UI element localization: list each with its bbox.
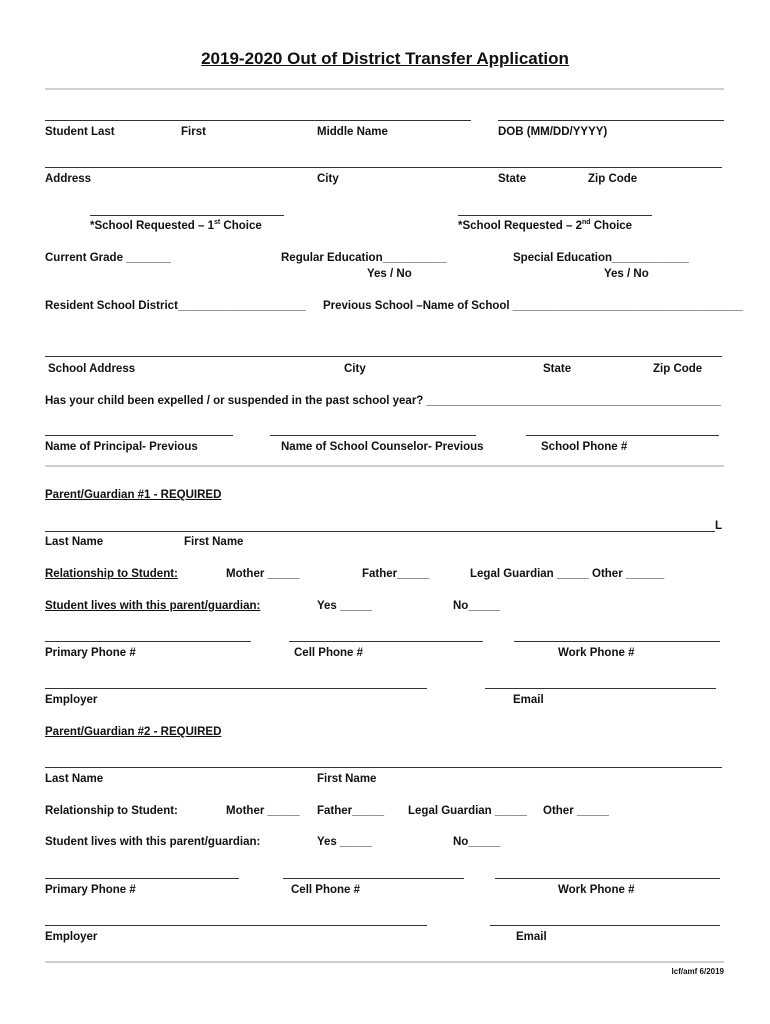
guardian2-name-field[interactable] (45, 767, 722, 768)
guardian1-other-option[interactable]: Other ______ (592, 568, 665, 580)
school-choice-1-label: *School Requested – 1st Choice (90, 219, 262, 232)
guardian2-primary-phone-field[interactable] (45, 878, 239, 879)
guardian1-email-label: Email (513, 694, 544, 706)
guardian2-mother-option[interactable]: Mother _____ (226, 805, 300, 817)
divider (45, 465, 724, 467)
student-last-label: Student Last (45, 126, 115, 138)
guardian1-email-field[interactable] (485, 688, 716, 689)
divider (45, 961, 724, 963)
student-middle-label: Middle Name (317, 126, 388, 138)
counselor-label: Name of School Counselor- Previous (281, 441, 484, 453)
guardian1-mother-option[interactable]: Mother _____ (226, 568, 300, 580)
address-label: Address (45, 173, 92, 185)
guardian2-email-label: Email (516, 931, 547, 943)
school-state-label: State (543, 363, 572, 375)
school-address-field[interactable] (45, 356, 722, 357)
guardian1-primary-phone-field[interactable] (45, 641, 251, 642)
address-field[interactable] (45, 167, 722, 168)
dob-label: DOB (MM/DD/YYYY) (498, 126, 608, 138)
student-first-label: First (181, 126, 206, 138)
dob-field[interactable] (498, 120, 724, 121)
special-education-yes-no: Yes / No (604, 268, 649, 280)
regular-education-yes-no: Yes / No (367, 268, 412, 280)
school-choice-2-field[interactable] (458, 215, 652, 216)
zip-label: Zip Code (588, 173, 638, 185)
guardian2-first-label: First Name (317, 773, 377, 785)
guardian2-legal-option[interactable]: Legal Guardian _____ (408, 805, 527, 817)
regular-education-label: Regular Education__________ (281, 252, 447, 264)
footer-code: lcf/amf 6/2019 (671, 967, 724, 976)
guardian1-legal-option[interactable]: Legal Guardian _____ (470, 568, 589, 580)
guardian2-heading: Parent/Guardian #2 - REQUIRED (45, 726, 222, 738)
guardian1-last-label: Last Name (45, 536, 104, 548)
guardian1-primary-phone-label: Primary Phone # (45, 647, 136, 659)
divider (45, 88, 724, 90)
state-label: State (498, 173, 527, 185)
guardian2-other-option[interactable]: Other _____ (543, 805, 609, 817)
guardian2-employer-field[interactable] (45, 925, 427, 926)
guardian2-father-option[interactable]: Father_____ (317, 805, 385, 817)
school-city-label: City (344, 363, 366, 375)
guardian1-relationship-label: Relationship to Student: (45, 568, 178, 580)
guardian2-work-phone-field[interactable] (495, 878, 720, 879)
guardian2-employer-label: Employer (45, 931, 98, 943)
guardian1-first-label: First Name (184, 536, 244, 548)
school-phone-field[interactable] (526, 435, 719, 436)
student-name-field[interactable] (45, 120, 471, 121)
city-label: City (317, 173, 339, 185)
guardian2-relationship-label: Relationship to Student: (45, 805, 178, 817)
guardian2-primary-phone-label: Primary Phone # (45, 884, 136, 896)
guardian2-work-phone-label: Work Phone # (558, 884, 635, 896)
principal-label: Name of Principal- Previous (45, 441, 198, 453)
page-title: 2019-2020 Out of District Transfer Application (201, 49, 569, 68)
guardian1-employer-field[interactable] (45, 688, 427, 689)
guardian1-heading: Parent/Guardian #1 - REQUIRED (45, 489, 222, 501)
resident-district-label: Resident School District____________________ (45, 300, 306, 312)
guardian1-yes-option[interactable]: Yes _____ (317, 600, 373, 612)
guardian2-last-label: Last Name (45, 773, 104, 785)
guardian2-no-option[interactable]: No_____ (453, 836, 501, 848)
expelled-question: Has your child been expelled / or suspended in the past school year? ______________________________________________ (45, 395, 721, 407)
guardian2-email-field[interactable] (490, 925, 720, 926)
guardian1-father-option[interactable]: Father_____ (362, 568, 430, 580)
guardian2-cell-phone-field[interactable] (283, 878, 464, 879)
guardian2-yes-option[interactable]: Yes _____ (317, 836, 373, 848)
guardian1-cell-phone-label: Cell Phone # (294, 647, 364, 659)
guardian1-employer-label: Employer (45, 694, 98, 706)
guardian1-cell-phone-field[interactable] (289, 641, 483, 642)
guardian1-work-phone-label: Work Phone # (558, 647, 635, 659)
school-zip-label: Zip Code (653, 363, 703, 375)
guardian2-lives-with-label: Student lives with this parent/guardian: (45, 836, 261, 848)
guardian1-lives-with-label: Student lives with this parent/guardian: (45, 600, 261, 612)
special-education-label: Special Education____________ (513, 252, 689, 264)
counselor-field[interactable] (270, 435, 476, 436)
guardian1-no-option[interactable]: No_____ (453, 600, 501, 612)
school-choice-2-label: *School Requested – 2nd Choice (458, 219, 633, 232)
principal-field[interactable] (45, 435, 233, 436)
school-phone-label: School Phone # (541, 441, 628, 453)
previous-school-label: Previous School –Name of School ____________________________________ (323, 300, 744, 312)
current-grade-label: Current Grade _______ (45, 252, 171, 264)
school-address-label: School Address (48, 363, 136, 375)
guardian2-cell-phone-label: Cell Phone # (291, 884, 361, 896)
guardian1-name-field[interactable] (45, 531, 715, 532)
school-choice-1-field[interactable] (90, 215, 284, 216)
guardian1-work-phone-field[interactable] (514, 641, 720, 642)
guardian1-line-end: L (715, 520, 723, 532)
